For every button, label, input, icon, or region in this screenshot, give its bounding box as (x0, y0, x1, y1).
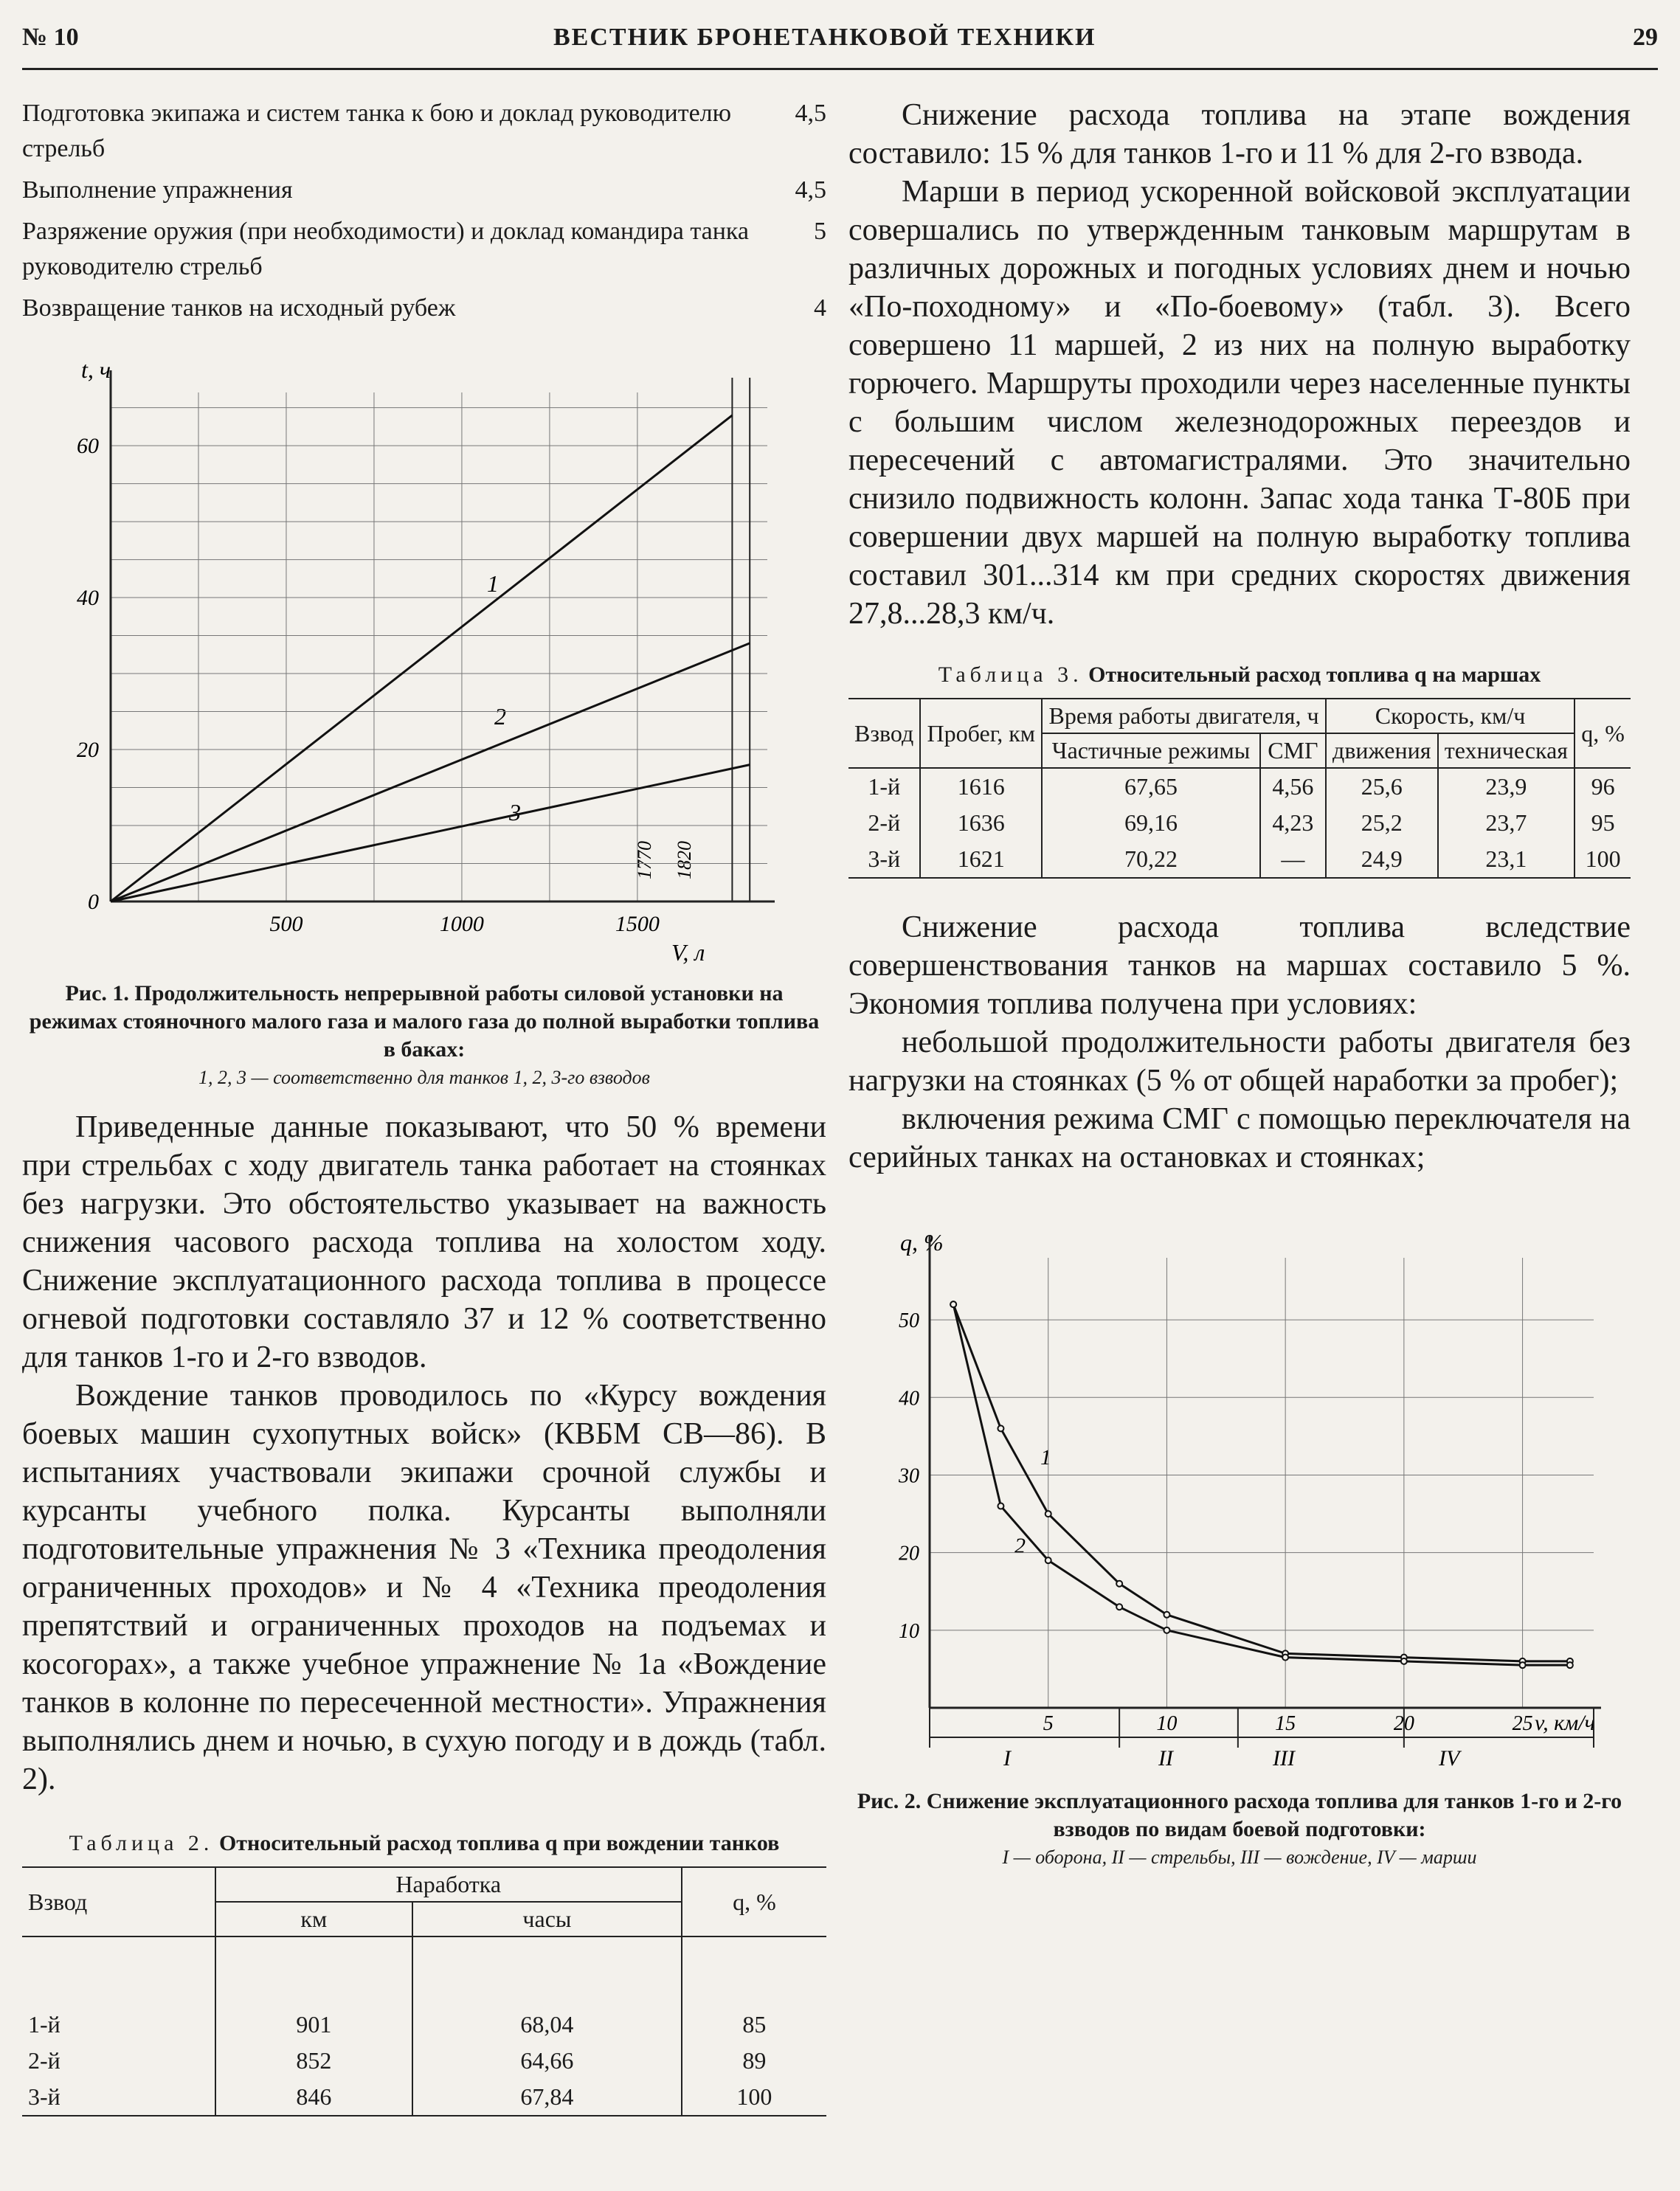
figure-1-caption: Рис. 1. Продолжительность непрерывной работы силовой установки на режимах стояночного малого газа и малого газа до полной выработки топлива в баках: (29, 981, 820, 1062)
column-header: км (215, 1902, 412, 1936)
data-point (1164, 1612, 1169, 1618)
paragraph: небольшой продолжительности работы двигателя без нагрузки на стоянках (5 % от общей наработки за пробег); (848, 1025, 1631, 1098)
fig2-region-IV: IV (1439, 1746, 1460, 1771)
right-column (848, 96, 1631, 1869)
journal-title: ВЕСТНИК БРОНЕТАНКОВОЙ ТЕХНИКИ (553, 24, 1096, 51)
series-line-1 (111, 415, 732, 901)
column-header: Скорость, км/ч (1326, 699, 1574, 733)
table-3 (848, 662, 1631, 879)
fig1-vline-label-1820: 1820 (674, 841, 695, 879)
y-tick-label: 10 (899, 1619, 919, 1643)
fig1-curve-label-1: 1 (487, 570, 499, 597)
x-tick-label: 15 (1275, 1712, 1296, 1735)
list-item: Возвращение танков на исходный рубеж 4 (22, 294, 826, 322)
column-header: часы (412, 1902, 682, 1936)
paragraph: Снижение расхода топлива вследствие совершенствования танков на маршах составило 5 %. Экономия топлива получена при условиях: (848, 910, 1631, 1021)
series-line-2 (953, 1304, 1570, 1665)
column-header: Пробег, км (920, 699, 1042, 768)
table-row: 3-й 1621 70,22 — 24,9 23,1 100 (848, 841, 1631, 878)
column-header: Взвод (28, 1888, 88, 1915)
fig2-region-I: I (1003, 1746, 1011, 1771)
y-tick-label: 50 (899, 1309, 919, 1333)
table-row: 2-й 1636 69,16 4,23 25,2 23,7 95 (848, 805, 1631, 841)
column-header: техническая (1438, 733, 1575, 768)
column-header: Наработка (215, 1867, 682, 1902)
x-tick-label: 20 (1393, 1712, 1414, 1735)
page-header (22, 24, 1658, 68)
list-item: Выполнение упражнения 4,5 (22, 176, 826, 204)
fig2-x-label: v, км/ч (1535, 1711, 1595, 1735)
column-header: q, % (682, 1867, 826, 1936)
paragraph: Приведенные данные показывают, что 50 % времени при стрельбах с ходу двигатель танка работает на стоянках без нагрузки. Это обстоятельство указывает на важность снижения часового расхода топлива на холостом ходу. Снижение эксплуатационного расхода топлива в процессе огневой подготовки составляло 37 и 12 % соответственно для танков 1-го и 2-го взводов. (22, 1110, 826, 1374)
y-tick-label: 20 (77, 738, 99, 763)
data-point (1567, 1662, 1573, 1668)
issue-number: № 10 (22, 24, 79, 51)
y-tick-label: 60 (77, 434, 99, 459)
table-row: 3-й 846 67,84 100 (22, 2079, 826, 2116)
fig2-y-label: q, % (900, 1229, 944, 1256)
x-tick-label: 1500 (615, 912, 660, 936)
figure-1-chart (22, 348, 804, 975)
fig2-curve-label-2: 2 (1014, 1534, 1026, 1558)
paragraph: включения режима СМГ с помощью переключателя на серийных танках на остановках и стоянках; (848, 1102, 1631, 1174)
y-tick-label: 40 (899, 1387, 919, 1411)
data-point (950, 1301, 956, 1307)
x-tick-label: 10 (1156, 1712, 1178, 1735)
table-row: 2-й 852 64,66 89 (22, 2043, 826, 2079)
paragraph: Снижение расхода топлива на этапе вождения составило: 15 % для танков 1-го и 11 % для 2-го взвода. (848, 98, 1631, 170)
table-2-title: Таблица 2. Относительный расход топлива q при вождении танков (69, 1831, 780, 1855)
page-number: 29 (1633, 24, 1658, 51)
table-row: 1-й 901 68,04 85 (22, 1936, 826, 2043)
table-3-grid (848, 698, 1631, 879)
list-item: Разряжение оружия (при необходимости) и доклад командира танка руководителю стрельб 5 (22, 218, 826, 280)
paragraph: Марши в период ускоренной войсковой эксплуатации совершались по утвержденным танковым маршрутам в различных дорожных и погодных условиях днем и ночью «По-походному» и «По-боевому» (табл. 3). Всего совершено 11 маршей, 2 из них на полную выработку горючего. Маршруты проходили через населенные пункты с большим числом железнодорожных переездов и пересечений с автомагистралями. Это значительно снизило подвижность колонн. Запас хода танка Т-80Б при совершении двух маршей на полную выработку топлива составил 301...314 км при средних скоростях движения 27,8...28,3 км/ч. (848, 175, 1631, 631)
x-tick-label: 25 (1512, 1712, 1533, 1735)
header-rule (22, 68, 1658, 70)
fig1-curve-label-2: 2 (494, 703, 506, 730)
data-point (1401, 1658, 1407, 1664)
table-header-row (848, 699, 1631, 733)
table-header-row (22, 1867, 826, 1902)
fig1-x-label: V, л (671, 939, 705, 966)
column-header: Взвод (854, 719, 914, 747)
y-tick-label: 40 (77, 586, 99, 611)
left-column (22, 96, 826, 2116)
data-point (1282, 1655, 1288, 1661)
y-tick-label: 20 (899, 1542, 919, 1565)
data-point (1116, 1604, 1122, 1610)
column-header: q, % (1574, 699, 1631, 768)
data-point (1045, 1557, 1051, 1563)
fig1-y-label: t, ч (81, 356, 111, 383)
series-line-1 (953, 1304, 1570, 1661)
x-tick-label: 1000 (439, 912, 484, 936)
figure-2-caption: Рис. 2. Снижение эксплуатационного расхода топлива для танков 1-го и 2-го взводов по видам боевой подготовки: (857, 1789, 1622, 1841)
fig2-region-III: III (1273, 1746, 1295, 1771)
table-2-grid (22, 1866, 826, 2116)
fig2-curve-label-1: 1 (1040, 1445, 1051, 1470)
paragraph: Вождение танков проводилось по «Курсу вождения боевых машин сухопутных войск» (КВБМ СВ—86). В испытаниях участвовали экипажи срочной службы и курсанты учебного полка. Курсанты выполняли подготовительные упражнения № 3 «Техника преодоления ограниченных проходов» и № 4 «Техника преодоления препятствий и ограниченных проходов на подъемах и косогорах», а также учебное упражнение № 1а «Вождение танков в колонне по пересеченной местности». Упражнения выполнялись днем и ночью, в сухую погоду и в дождь (табл. 2). (22, 1379, 826, 1796)
x-tick-label: 500 (269, 912, 303, 936)
figure-1-legend: 1, 2, 3 — соответственно для танков 1, 2, 3-го взводов (198, 1067, 650, 1088)
table-2 (22, 1831, 826, 2116)
data-point (1520, 1662, 1526, 1668)
y-tick-label: 0 (88, 890, 99, 914)
x-tick-label: 5 (1043, 1712, 1054, 1735)
list-item: Подготовка экипажа и систем танка к бою и доклад руководителю стрельб 4,5 (22, 100, 826, 162)
figure-2-chart (848, 1221, 1631, 1782)
data-point (1116, 1581, 1122, 1587)
column-header: Время работы двигателя, ч (1042, 699, 1326, 733)
fig2-region-II: II (1158, 1746, 1173, 1771)
data-point (998, 1503, 1003, 1509)
column-header: Частичные режимы (1042, 733, 1260, 768)
figure-2-legend: I — оборона, II — стрельбы, III — вождение, IV — марши (1002, 1846, 1477, 1868)
fig1-curve-label-3: 3 (509, 799, 521, 825)
data-point (998, 1425, 1003, 1431)
procedure-list (22, 96, 826, 326)
data-point (1164, 1627, 1169, 1633)
table-row: 1-й 1616 67,65 4,56 25,6 23,9 96 (848, 768, 1631, 805)
data-point (1045, 1511, 1051, 1517)
y-tick-label: 30 (899, 1464, 919, 1488)
series-line-3 (111, 765, 750, 901)
fig1-vline-label-1770: 1770 (634, 841, 655, 879)
column-header: движения (1326, 733, 1438, 768)
table-3-title: Таблица 3. Относительный расход топлива q на маршах (938, 662, 1541, 687)
column-header: СМГ (1260, 733, 1326, 768)
